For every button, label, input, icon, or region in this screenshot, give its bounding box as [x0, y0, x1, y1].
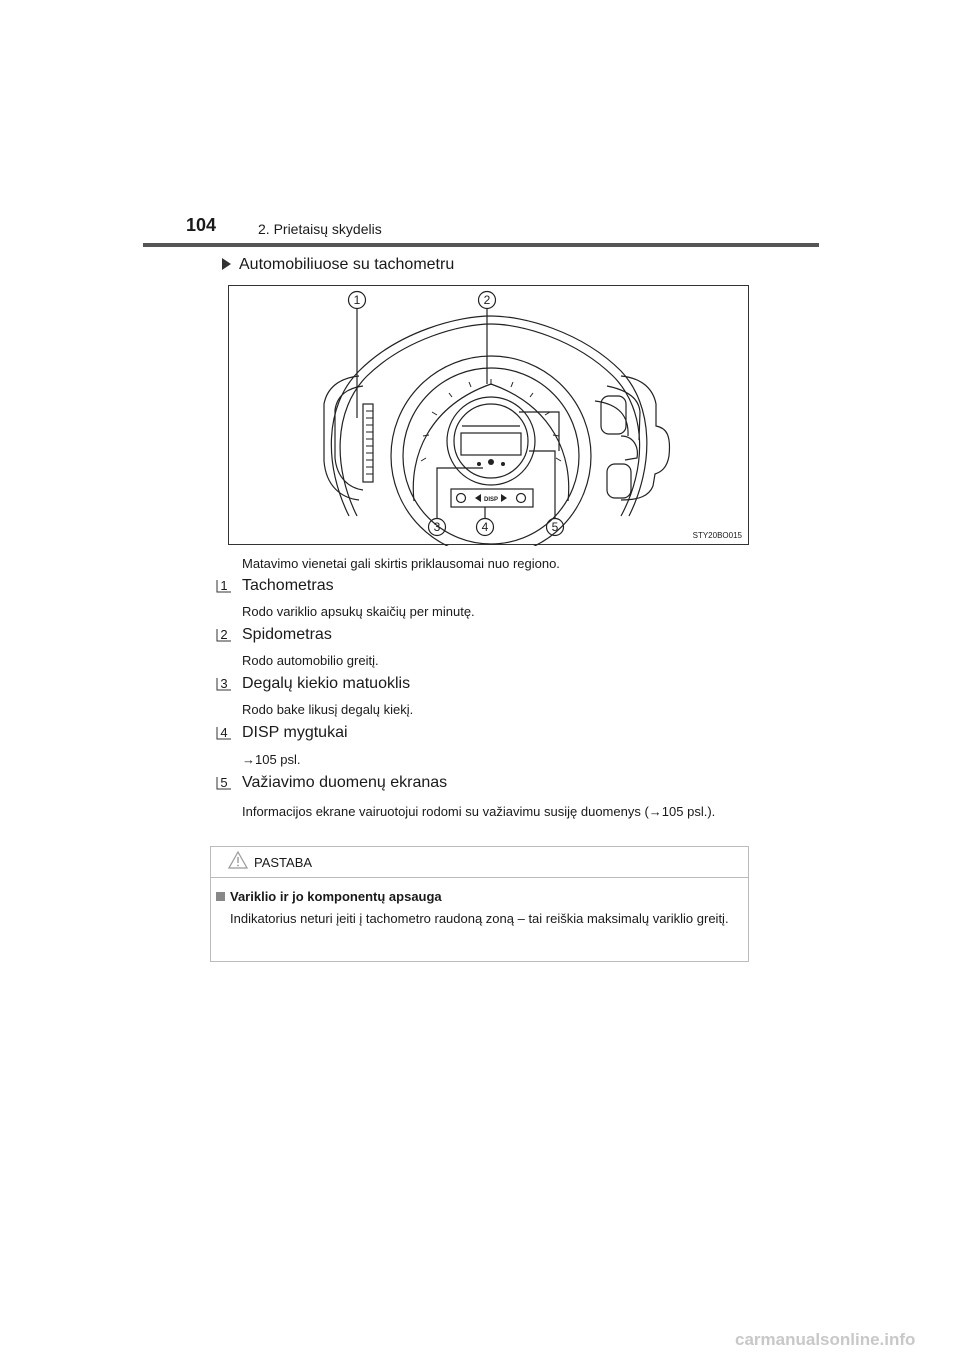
item-desc-disp-buttons: →105 psl.: [242, 752, 301, 767]
item-title-trip-display: Važiavimo duomenų ekranas: [242, 774, 448, 791]
caution-body: Indikatorius neturi įeiti į tachometro raudoną zoną – tai reiškia maksimalų variklio greitį.: [230, 911, 729, 926]
item-number: 4: [220, 725, 228, 740]
units-note: Matavimo vienetai gali skirtis priklausomai nuo regiono.: [242, 556, 560, 571]
item-title-disp-buttons: DISP mygtukai: [242, 724, 348, 741]
square-bullet-icon: [216, 892, 225, 901]
watermark: carmanualsonline.info: [735, 1330, 916, 1349]
item-desc-speedometer: Rodo automobilio greitį.: [242, 653, 379, 668]
item-number-badge: [216, 626, 232, 642]
section-subheading: [222, 256, 454, 274]
item-desc-tachometer: Rodo variklio apsukų skaičių per minutę.: [242, 604, 475, 619]
caution-subheading-text: Variklio ir jo komponentų apsauga: [230, 889, 442, 904]
caution-box: [210, 846, 749, 962]
callout-4: 4: [481, 520, 489, 534]
item-desc-trip-display: Informacijos ekrane vairuotojui rodomi su važiavimu susiję duomenys (→105 psl.).: [242, 804, 716, 819]
warning-triangle-icon: [228, 851, 248, 869]
item-number: 1: [220, 578, 228, 593]
item-title-speedometer: Spidometras: [242, 626, 332, 643]
item-number-badge: [216, 675, 232, 691]
item-number-badge: [216, 724, 232, 740]
item-desc-fuel-gauge: Rodo bake likusį degalų kiekį.: [242, 702, 414, 717]
callout-3: 3: [433, 520, 441, 534]
callout-2: 2: [483, 293, 491, 307]
caution-label: PASTABA: [254, 855, 313, 870]
page-number: 104: [186, 215, 217, 235]
callout-5: 5: [551, 520, 559, 534]
arrow-right-icon: [222, 258, 231, 270]
caution-subheading: [216, 889, 442, 904]
item-title-fuel-gauge: Degalų kiekio matuoklis: [242, 675, 411, 692]
item-number: 2: [220, 627, 228, 642]
item-number-badge: [216, 774, 232, 790]
caution-header: [211, 847, 748, 878]
disp-button-label: DISP: [483, 497, 499, 503]
chapter-title: 2. Prietaisų skydelis: [258, 221, 382, 237]
header-rule: [143, 243, 819, 247]
item-title-tachometer: Tachometras: [242, 577, 334, 594]
section-subheading-text: Automobiliuose su tachometru: [239, 256, 455, 273]
item-number: 3: [220, 676, 228, 691]
item-number-badge: [216, 577, 232, 593]
item-number: 5: [220, 775, 228, 790]
instrument-cluster-figure: [228, 285, 749, 545]
figure-code: STY20BO015: [692, 531, 742, 540]
instrument-cluster-illustration: [229, 286, 750, 546]
callout-1: 1: [353, 293, 361, 307]
